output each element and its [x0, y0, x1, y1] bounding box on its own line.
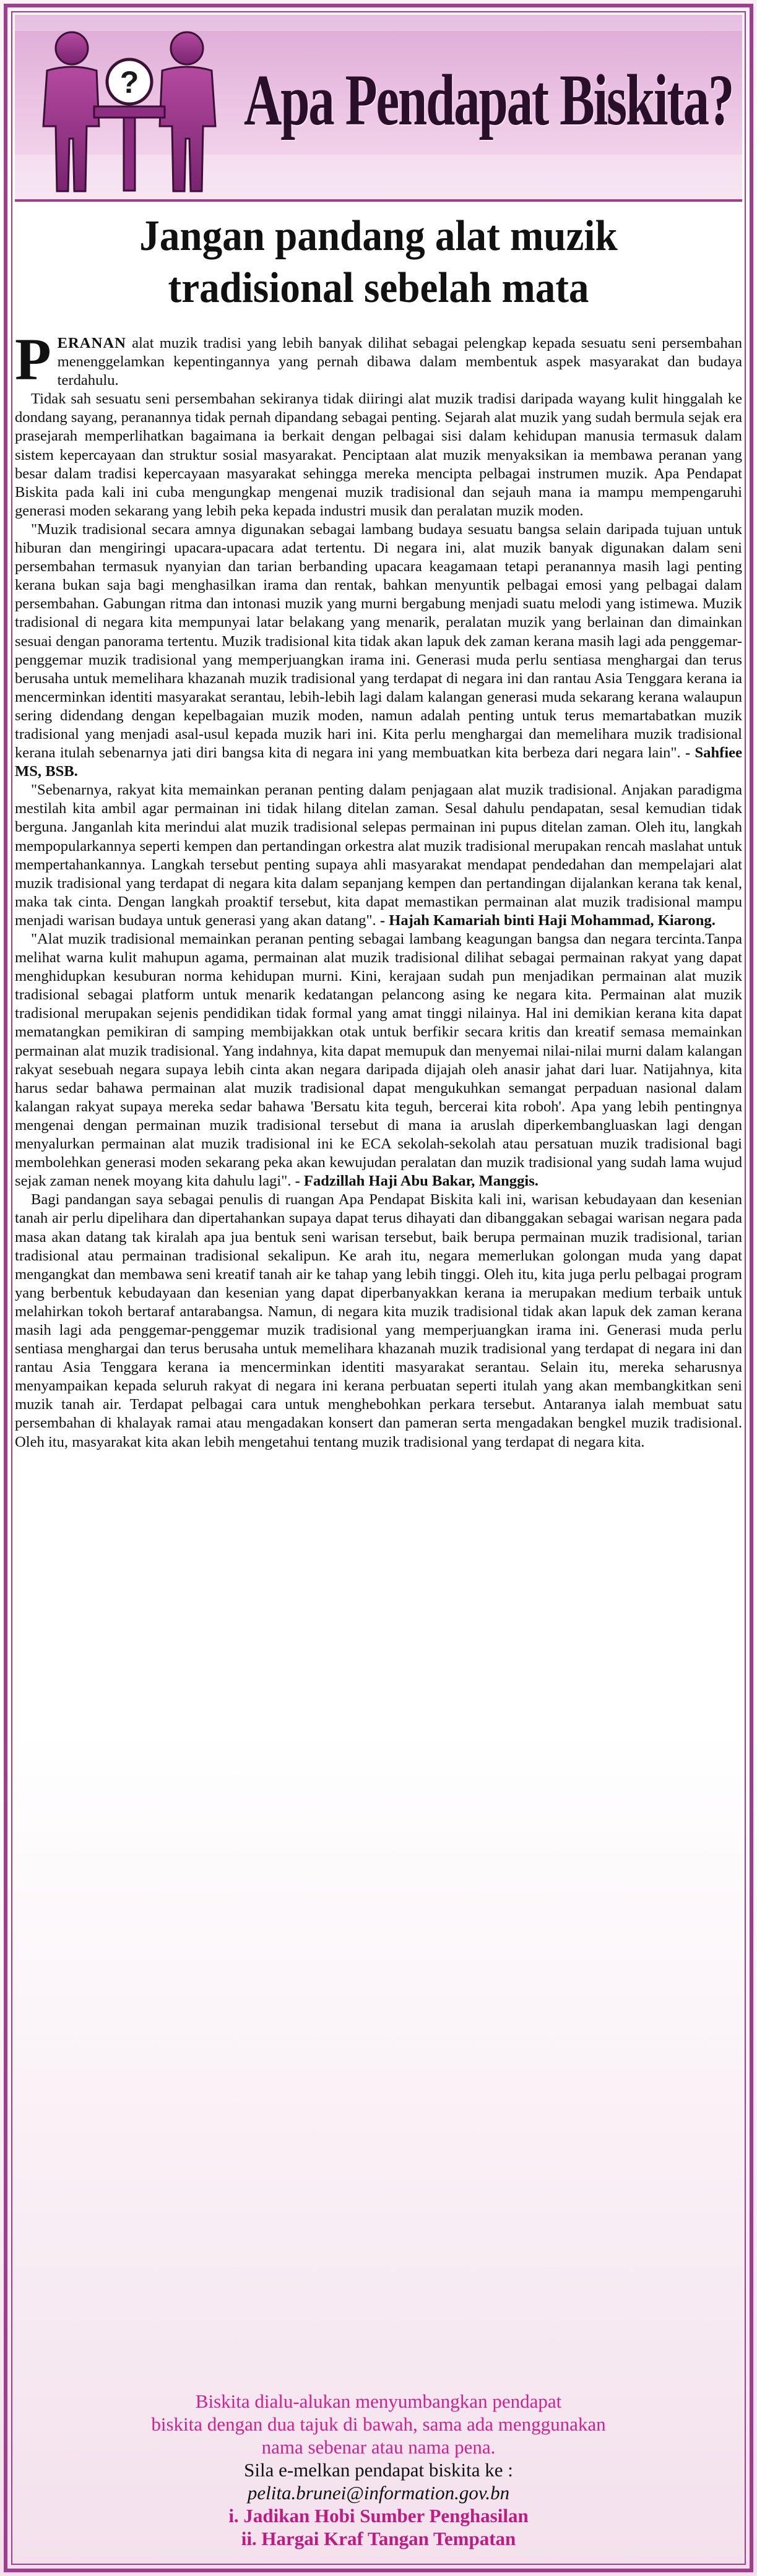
opinion-1	[15, 520, 742, 781]
opinion-2-text: "Sebenarnya, rakyat kita memainkan peranan penting dalam penjagaan alat muzik tradisional. Anjakan paradigma mestilah kita ambil agar permainan ini tidak hilang ditelan zaman. Sesal dahulu pendapatan, sesal kemudian tidak berguna. Janganlah kita merindui alat muzik tradisional selepas permainan ini pupus ditelan zaman. Oleh itu, langkah mempopularkannya seperti kempen dan pertandingan orkestra alat muzik tradisional merupakan rencah maslahat untuk mempertahankannya. Langkah tersebut penting supaya ahli masyarakat mendapat pendedahan dan mempelajari alat muzik tradisional yang terdapat di negara kita dalam sepanjang kempen dan pertandingan dijalankan kerana tak kenal, maka tak cinta. Dengan langkah proaktif tersebut, kita dapat memastikan permainan alat muzik tradisional mampu menjadi warisan budaya untuk generasi yang akan datang".	[15, 782, 742, 929]
email-label: Sila e-melkan pendapat biskita ke :	[244, 2459, 513, 2481]
paragraph-intro-text: alat muzik tradisi yang lebih banyak dilihat sebagai pelengkap kepada sesuatu seni persembahan menenggelamkan kepentingannya yang pernah dibawa dalam membentuk aspek masyarakat dan budaya terdahulu.	[57, 335, 742, 389]
opinion-3-text: "Alat muzik tradisional memainkan peranan penting sebagai lambang keagungan bangsa dan negara tercinta.Tanpa melihat warna kulit mahupun agama, permainan alat muzik tradisional dilihat sebagai permainan rakyat yang dapat menghidupkan kesuburan norma kehidupan murni. Kini, kerajaan sudah pun menjadikan permainan alat muzik tradisional sebagai platform untuk menarik kedatangan pelancong asing ke negara kita. Permainan alat muzik tradisional merupakan sejenis pendidikan tidak formal yang amat tinggi nilainya. Hal ini demikian kerana kita dapat mematangkan pemikiran di samping membijakkan otak untuk berfikir secara kritis dan kreatif semasa memainkan permainan alat muzik tradisional. Yang indahnya, kita dapat memupuk dan menyemai nilai-nilai murni dalam kalangan rakyat sesebuah negara supaya lebih cinta akan negara daripada dijajah oleh anasir jahat dari luar. Natijahnya, kita harus sedar bahawa permainan alat muzik tradisional dapat mengukuhkan semangat perpaduan nasional dalam kalangan rakyat supaya mereka sedar bahawa 'Bersatu kita teguh, bercerai kita roboh'. Apa yang lebih pentingnya mengenai dengan permainan muzik tradisional tersebut di mana ia aruslah diperkembangluaskan lagi dengan menyalurkan permainan alat muzik tradisional ini ke ECA sekolah-sekolah atau persatuan muzik tradisional bagi membolehkan generasi moden sekarang peka akan kewujudan peralatan dan muzik tradisional yang sudah lama wujud sejak zaman nenek moyang kita dahulu lagi".	[15, 931, 742, 1190]
headline-line-1: Jangan pandang alat muzik	[139, 212, 618, 260]
people-question-icon	[33, 27, 225, 194]
footer-invitation	[15, 2390, 742, 2550]
column-header	[15, 15, 742, 202]
opinion-2	[15, 781, 742, 930]
invite-line-2: biskita dengan dua tajuk di bawah, sama ada menggunakan	[151, 2413, 606, 2435]
invite-line-3: nama sebenar atau nama pena.	[261, 2436, 496, 2458]
lead-word: ERANAN	[57, 335, 126, 351]
article-body	[15, 326, 742, 1452]
svg-text:?: ?	[119, 65, 139, 100]
opinion-1-author: - Sahfiee MS, BSB.	[15, 744, 742, 780]
email-link[interactable]: pelita.brunei@information.gov.bn	[247, 2482, 510, 2504]
opinion-1-text: "Muzik tradisional secara amnya digunakan sebagai lambang budaya sesuatu bangsa selain daripada tujuan untuk hiburan dan mengiringi upacara-upacara adat tertentu. Di negara ini, alat muzik banyak digunakan dalam seni persembahan termasuk nyanyian dan tarian berbanding upacara keagamaan tetapi peranannya masih lagi penting kerana bukan saja bagi menghasilkan irama dan rentak, bahkan menyuntik pelbagai emosi yang pelbagai dalam persembahan. Gabungan ritma dan intonasi muzik yang murni bergabung menjadi suatu melodi yang istimewa. Muzik tradisional di negara kita mempunyai latar belakang yang menarik, peralatan muzik yang berlainan dan dimainkan sesuai dengan panorama tertentu. Muzik tradisional kita tidak akan lapuk dek zaman kerana masih lagi ada penggemar-penggemar muzik tradisional yang memperjuangkan irama ini. Generasi muda perlu sentiasa menghargai dan terus berusaha untuk memelihara khazanah muzik tradisional yang terdapat di negara ini dan rantau Asia Tenggara kerana ia mencerminkan identiti masyarakat serantau, lebih-lebih lagi dalam kalangan generasi muda sekarang kerana walaupun sering didendang dengan kepelbagaian muzik moden, namun adalah penting untuk terus memartabatkan muzik tradisional yang menjadi asal-usul kepada muzik hari ini. Kita perlu menghargai dan memelihara muzik tradisional kerana itulah sebenarnya jati diri bangsa kita di negara ini yang membuatkan kita berbeza dari negara lain".	[15, 520, 742, 762]
paragraph-intro	[15, 326, 742, 392]
opinion-2-author: - Hajah Kamariah binti Haji Mohammad, Kiarong.	[376, 911, 716, 929]
paragraph-conclusion: Bagi pandangan saya sebagai penulis di ruangan Apa Pendapat Biskita kali ini, warisan kebudayaan dan kesenian tanah air perlu dipelihara dan dipertahankan supaya dapat terus dihayati dan dibanggakan sebagai warisan negara pada masa akan datang tak kiralah apa jua bentuk seni warisan tersebut, baik berupa permainan muzik tradisional, tarian tradisional atau permainan tradisional sekalipun. Ke arah itu, negara memerlukan golongan muda yang dapat mengangkat dan membawa seni kreatif tanah air ke tahap yang lebih tinggi. Oleh itu, kita juga perlu pelbagai program yang berbentuk kebudayaan dan kesenian yang dapat diperbanyakkan kerana ia merupakan medium terbaik untuk melahirkan tokoh bertaraf antarabangsa. Namun, di negara kita muzik tradisional tidak akan lapuk dek zaman kerana masih lagi ada penggemar-penggemar muzik tradisional yang memperjuangkan irama ini. Generasi muda perlu sentiasa menghargai dan terus berusaha untuk memelihara khazanah muzik tradisional yang terdapat di negara ini dan rantau Asia Tenggara kerana ia mencerminkan identiti masyarakat serantau. Selain itu, mereka seharusnya menyampaikan kepada seluruh rakyat di negara ini kerana perbuatan seperti itulah yang akan membangkitkan seni muzik tanah air. Terdapat pelbagai cara untuk menghebohkan perkara tersebut. Antaranya ialah membuat satu persembahan di khalayak ramai atau mengadakan konsert dan pameran serta mengadakan bengkel muzik tradisional. Oleh itu, masyarakat kita akan lebih mengetahui tentang muzik tradisional yang terdapat di negara kita.	[15, 1191, 742, 1450]
topic-1: i. Jadikan Hobi Sumber Penghasilan	[228, 2505, 529, 2526]
opinion-3-author: - Fadzillah Haji Abu Bakar, Manggis.	[291, 1173, 539, 1190]
opinion-3	[15, 930, 742, 1191]
drop-cap: P	[15, 326, 51, 392]
paragraph-context: Tidak sah sesuatu seni persembahan sekiranya tidak diiringi alat muzik tradisi daripada wayang kulit hinggalah ke dondang sayang, peranannya tidak pernah dipandang sebagai penting. Sejarah alat muzik yang sudah bermula sejak era prasejarah memperlihatkan bagaimana ia berkait dengan pelbagai sisi dalam kehidupan manusia termasuk dalam sistem kepercayaan dan struktur sosial masyarakat. Penciptaan alat muzik menyaksikan ia membawa peranan yang besar dalam tradisi kepercayaan masyarakat sehingga mereka mencipta pelbagai instrumen muzik. Apa Pendapat Biskita pada kali ini cuba mengungkap mengenai muzik tradisional dan sejauh mana ia mampu mempengaruhi generasi moden sekarang yang lebih peka kepada industri musik dan peralatan muzik moden.	[15, 390, 742, 519]
column-title: Apa Pendapat Biskita?	[244, 59, 733, 140]
headline	[50, 210, 707, 314]
headline-line-2: tradisional sebelah mata	[168, 264, 589, 312]
invite-line-1: Biskita dialu-alukan menyumbangkan pendapat	[195, 2390, 562, 2412]
topic-2: ii. Hargai Kraf Tangan Tempatan	[241, 2528, 516, 2549]
